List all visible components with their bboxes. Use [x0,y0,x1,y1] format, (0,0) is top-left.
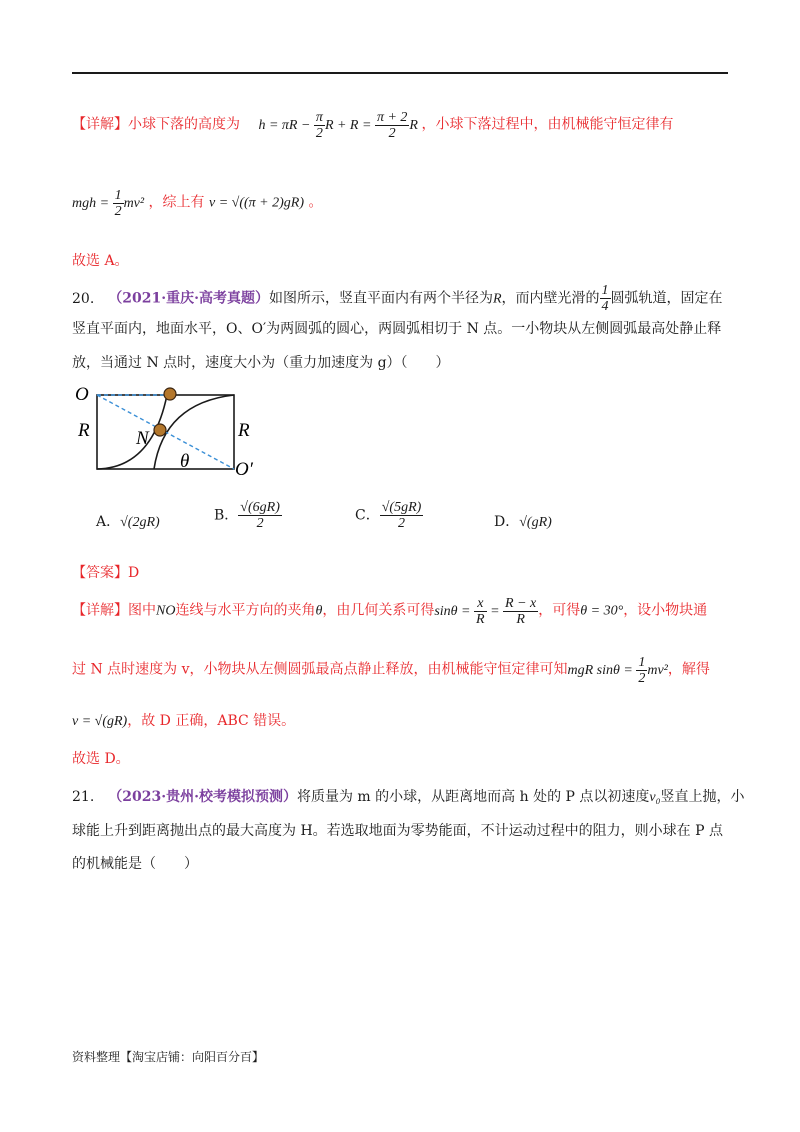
height-formula: h = πR − $\frac{\pi}{2}$ R + R = $\frac{\pi + 2}{2}$ R [258,110,418,141]
option-c[interactable]: C． $\frac{√(5gR)}{2}$ [355,500,422,531]
detail-text: 。 [308,194,323,211]
label-r-right: R [238,420,250,441]
q21-line2: 球能上升到距离抛出点的最大高度为 H。若选取地面为零势能面，不计运动过程中的阻力，则小球在 P 点 [72,823,723,839]
q21-line3: 的机械能是（ ） [72,856,198,872]
q20-line1: 20. （2021·重庆·高考真题）如图所示，竖直平面内有两个半径为R，而内壁光滑的 $\frac{1}{4}$ 圆弧轨道，固定在 [72,283,723,314]
label-n: N [136,428,149,449]
label-theta: θ [180,451,190,472]
fraction: $\frac{1}{4}$ [601,283,609,314]
q20-line3: 放，当通过 N 点时，速度大小为（重力加速度为 g）（ ） [72,355,450,371]
fraction: $\frac{√(6gR)}{2}$ [240,500,280,531]
option-b[interactable]: B． $\frac{√(6gR)}{2}$ [214,500,280,531]
label-o-prime: O′ [235,459,253,478]
arc-track-figure [72,378,272,478]
energy-formula-20: mgR sinθ = $\frac{1}{2}$ mv² [567,655,668,686]
detail-text: ，小球下落过程中，由机械能守恒定律有 [421,116,674,133]
fraction: $\frac{1}{2}$ [114,188,122,219]
sin-formula: sinθ = $\frac{x}{R}$ = $\frac{R - x}{R}$ [434,596,537,627]
detail20-line2: 过 N 点时速度为 v，小物块从左侧圆弧最高点静止释放，由机械能守恒定律可知mgR sinθ = $\frac{1}{2}$ mv²，解得 [72,655,710,686]
question-number: 21. [72,789,95,805]
detail1-line2 [72,188,322,219]
fraction: $\frac{R - x}{R}$ [505,596,537,627]
footer-note: 资料整理【淘宝店铺：向阳百分百】 [72,1050,265,1064]
label-r-left: R [78,420,90,441]
fraction: $\frac{\pi + 2}{2}$ [376,110,408,141]
answer-choice-20: 故选 D。 [72,751,130,767]
detail-text: ，综上有 [148,194,205,211]
fraction: $\frac{\pi}{2}$ [315,110,323,141]
header-rule [72,72,728,74]
question-source: （2023·贵州·校考模拟预测） [108,789,297,805]
option-a[interactable]: A．√(2gR) [96,514,160,530]
ball-n [154,424,166,436]
answer-choice-1: 故选 A。 [72,253,129,269]
fraction: $\frac{1}{2}$ [638,655,646,686]
energy-formula: mgh = $\frac{1}{2}$ mv² [72,188,145,219]
detail1-line1 [72,110,673,141]
fraction: $\frac{√(5gR)}{2}$ [381,500,422,531]
velocity-formula: v = √((π + 2)gR) [209,195,305,211]
label-o: O [75,384,89,405]
answer-20: 【答案】D [72,565,140,581]
fraction: $\frac{x}{R}$ [476,596,485,627]
q21-line1: 21. （2023·贵州·校考模拟预测）将质量为 m 的小球，从距离地而高 h 处的 P 点以初速度v₀竖直上抛，小 [72,789,745,805]
detail-tag: 【详解】 [72,116,128,133]
question-number: 20. [72,290,95,307]
detail20-line1: 【详解】图中NO连线与水平方向的夹角θ，由几何关系可得sinθ = $\frac{x}{R}$ = $\frac{R - x}{R}$ ，可得θ = 30°，设小物块通 [72,596,708,627]
ball-top [164,388,176,400]
option-d[interactable]: D．√(gR) [494,514,552,530]
question-source: （2021·重庆·高考真题） [108,290,269,307]
q20-line2: 竖直平面内，地面水平，O、O′为两圆弧的圆心，两圆弧相切于 N 点。一小物块从左侧圆弧最高处静止释 [72,321,722,337]
detail-text: 小球下落的高度为 [128,116,240,133]
detail20-line3: v = √(gR)，故 D 正确，ABC 错误。 [72,713,296,729]
